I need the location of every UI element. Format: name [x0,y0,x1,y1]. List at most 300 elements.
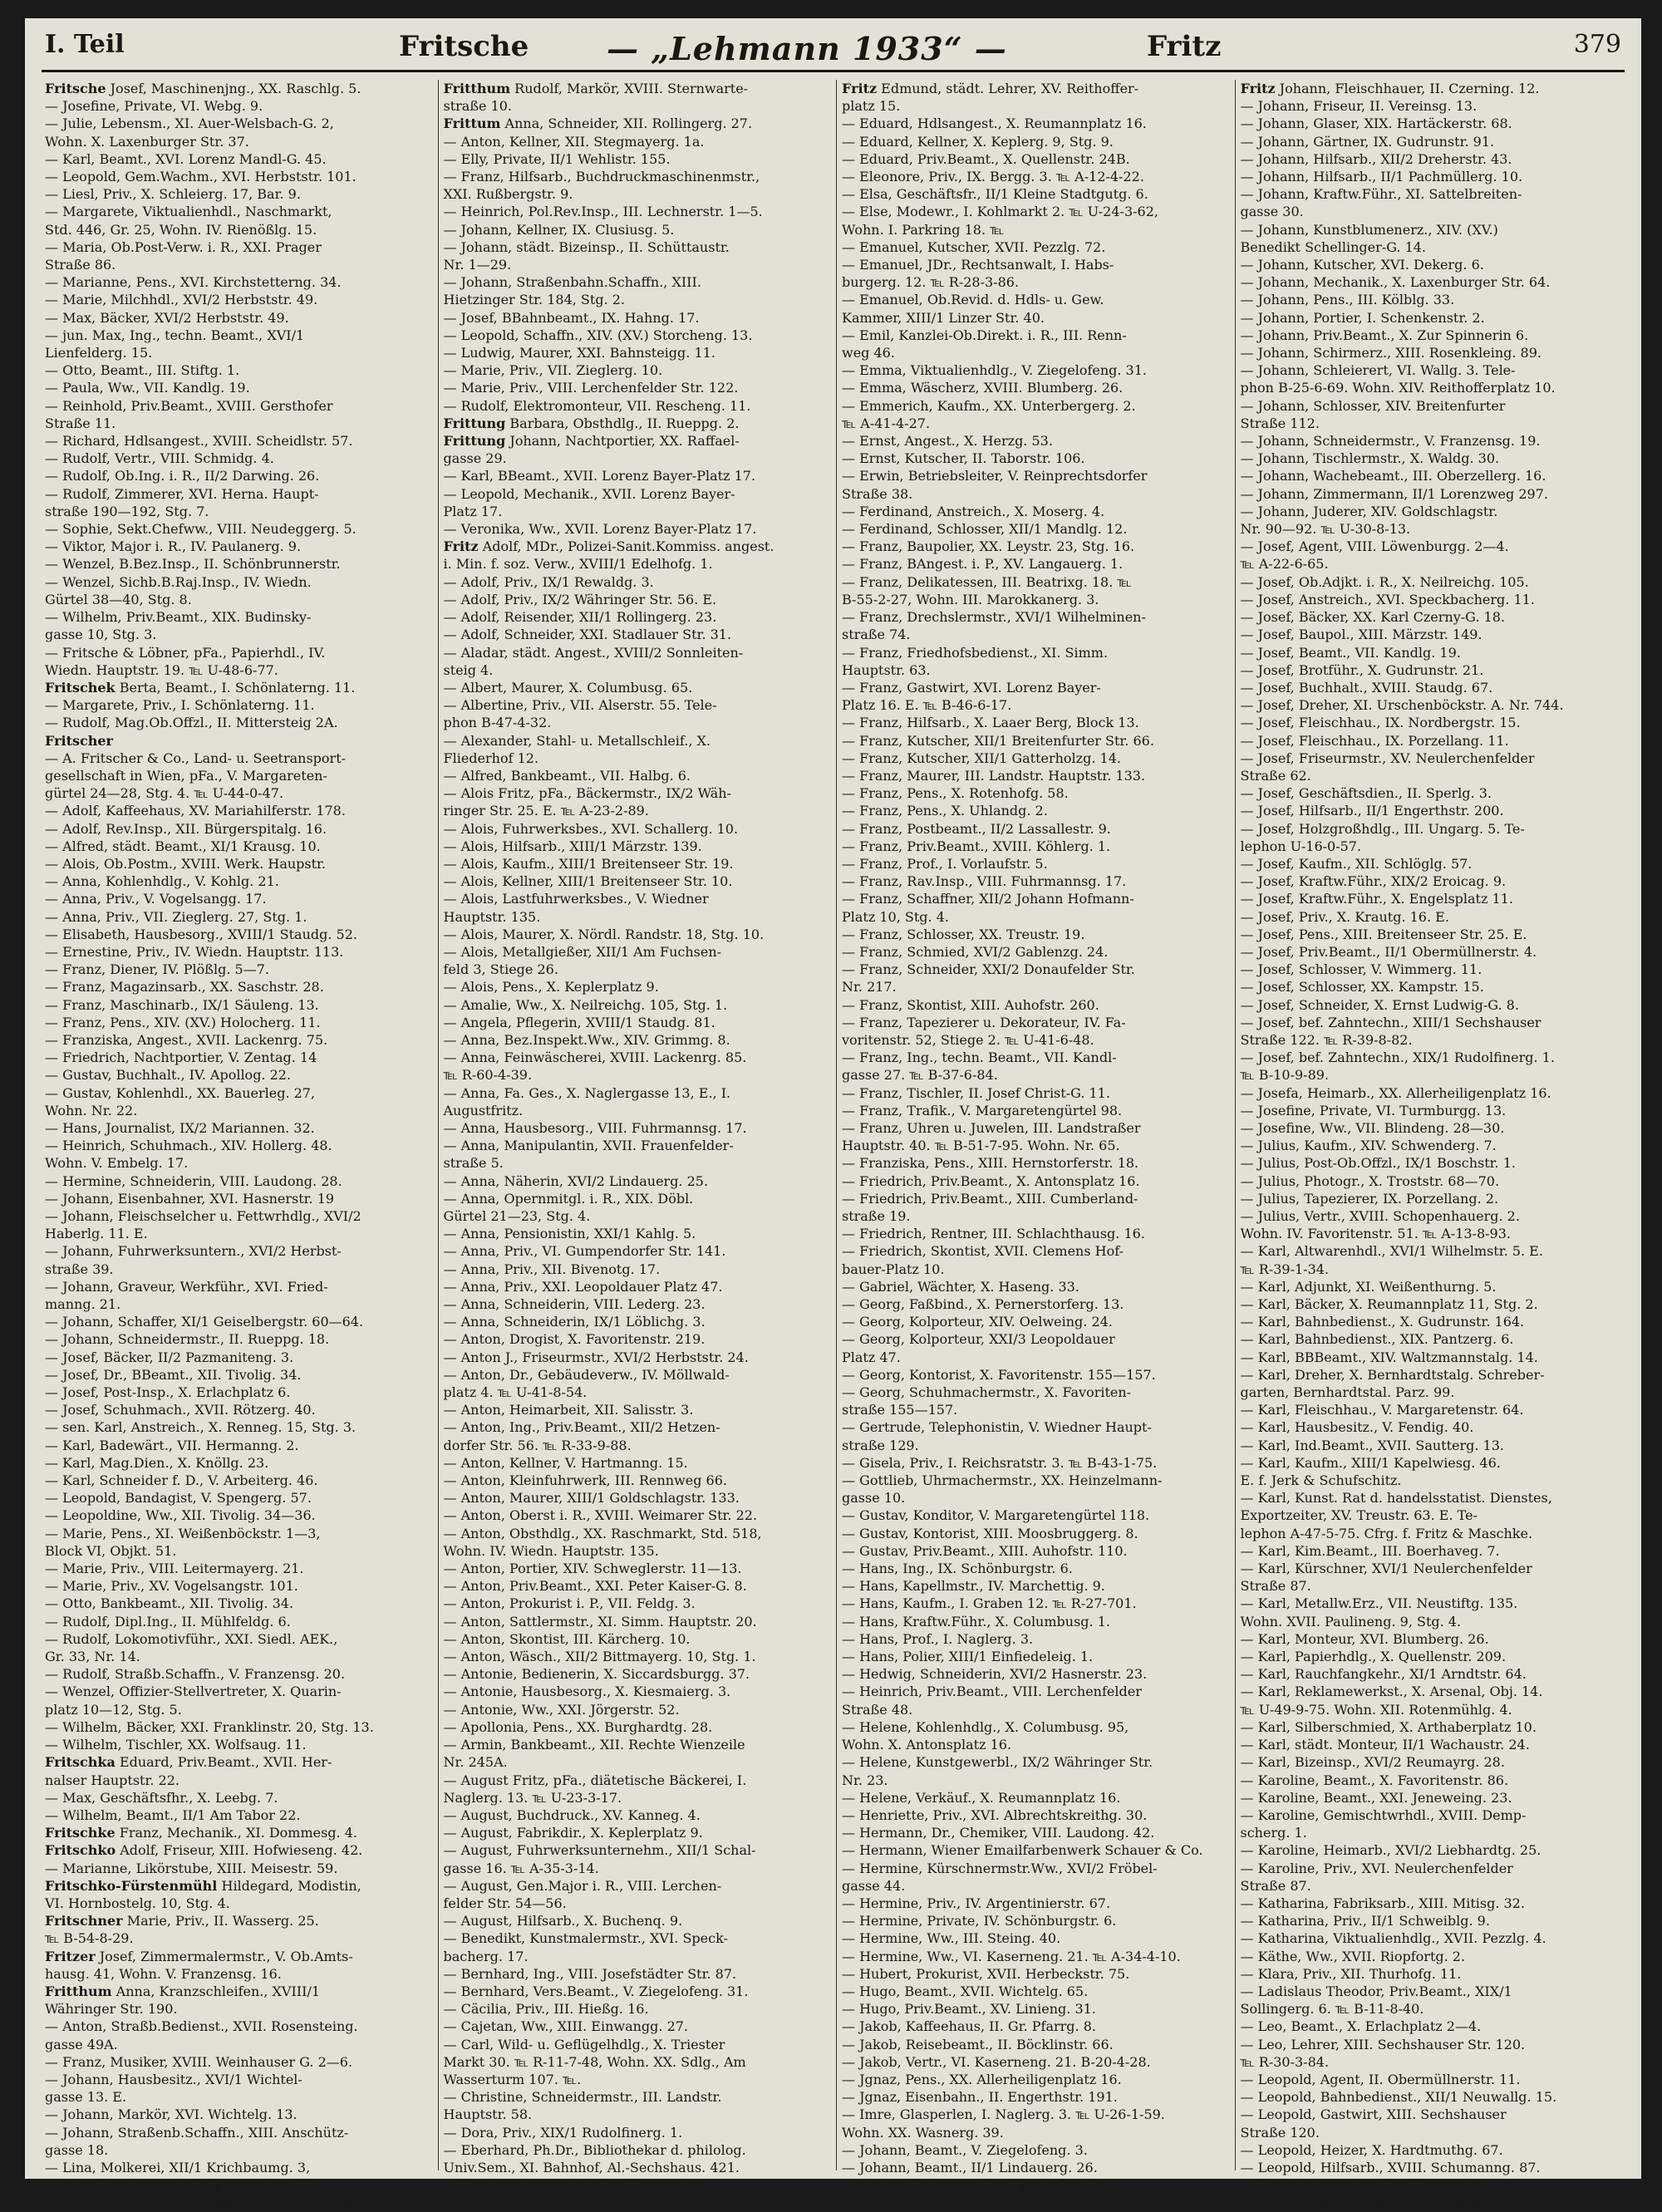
directory-entry [1241,1261,1629,1278]
directory-entry [444,133,832,150]
entry-text: Platz 10, Stg. 4. [842,908,949,925]
directory-entry [842,1718,1230,1736]
entry-text: — Georg, Schuhmachermstr., X. Favoriten- [842,1384,1132,1401]
entry-text: — Johann, Wachebeamt., III. Oberzellerg. 16. [1240,468,1546,484]
entry-text: — Eduard, Priv.Beamt., X. Quellenstr. 24B. [842,150,1130,167]
directory-entry [1241,1983,1629,2000]
entry-text: — Johann, Schaffer, XI/1 Geiselbergstr. 60—64. [45,1314,364,1330]
directory-entry [1241,890,1629,907]
entry-text: — Hans, Ing., IX. Schönburgstr. 6. [842,1561,1073,1577]
directory-entry [444,2053,832,2071]
entry-text: Straße 62. [1240,767,1311,784]
directory-entry [1241,1384,1629,1401]
entry-text: Berta, Beamt., I. Schönlaterng. 11. [119,679,356,696]
directory-entry [45,1154,433,1172]
directory-entry [1241,784,1629,802]
entry-text: — Gustav, Konditor, V. Margaretengürtel 118. [842,1507,1150,1524]
directory-entry [1241,855,1629,873]
directory-entry [842,908,1230,926]
entry-text: — Albert, Maurer, X. Columbusg. 65. [443,679,693,696]
entry-text: — Josefine, Ww., VII. Blindeng. 28—30. [1240,1119,1505,1136]
directory-entry [45,1313,433,1330]
entry-text: Eduard, Priv.Beamt., XVII. Her- [119,1754,332,1771]
entry-text: — Eleonore, Priv., IX. Bergg. 3. ℡ A-12-4-22. [842,169,1144,185]
directory-entry [1241,2124,1629,2141]
entry-text: — Katharina, Priv., II/1 Schweiblg. 9. [1240,1913,1490,1929]
entry-text: garten, Bernhardtstal. Parz. 99. [1240,1384,1455,1401]
entry-text: — Franziska, Angest., XVII. Lackenrg. 75. [45,1031,328,1048]
directory-entry [1241,1789,1629,1806]
directory-entry [444,1031,832,1049]
entry-text: — Johann, Friseur, II. Vereinsg. 13. [1240,98,1478,115]
directory-entry [45,415,433,432]
directory-entry [842,873,1230,890]
directory-entry [1241,1084,1629,1102]
directory-entry [1241,238,1629,256]
directory-entry [444,714,832,731]
entry-text: — Leopoldine, Ww., XII. Tivolig. 34—36. [45,1507,316,1524]
entry-text: — Antonie, Bedienerin, X. Siccardsburgg. 37. [443,1666,750,1683]
directory-entry [444,432,832,450]
entry-text: phon B-25-6-69. Wohn. XIV. Reithofferplatz 10. [1240,380,1556,396]
entry-text: — Johann, Portier, I. Schenkenstr. 2. [1240,309,1485,326]
directory-entry [444,344,832,361]
entry-text: — Josef, Hilfsarb., II/1 Engerthstr. 200. [1240,803,1504,819]
entry-text: — Ludwig, Maurer, XXI. Bahnsteigg. 11. [443,345,715,361]
entry-text: — Karl, Badewärt., VII. Hermanng. 2. [45,1437,299,1453]
entry-text: — Karl, Dreher, X. Bernhardtstalg. Schreber- [1240,1366,1545,1383]
directory-entry [45,361,433,379]
directory-entry [45,661,433,679]
entry-text: — Johann, Eisenbahner, XVI. Hasnerstr. 19 [45,1190,335,1207]
entry-text: — Emma, Wäscherz, XVIII. Blumberg. 26. [842,380,1124,396]
entry-text: straße 19. [842,1208,911,1224]
entry-text: — Johann, Kellner, IX. Clusiusg. 5. [443,221,675,238]
entry-text: ℡ R-39-1-34. [1240,1261,1330,1277]
directory-entry [444,855,832,873]
directory-entry [842,273,1230,291]
entry-text: — Amalie, Ww., X. Neilreichg. 105, Stg. 1. [443,996,728,1013]
entry-text: ℡ R-60-4-39. [443,1067,533,1084]
directory-entry [1241,2141,1629,2159]
directory-entry [444,1507,832,1524]
directory-entry [1241,908,1629,926]
directory-entry [1241,802,1629,819]
directory-entry [444,1965,832,1983]
entry-text: — Julius, Photogr., X. Troststr. 68—70. [1240,1172,1500,1189]
entry-text: — Karl, Metallw.Erz., VII. Neustiftg. 135. [1240,1595,1518,1612]
entry-text: ℡ R-36-1-54, Wohn. XVI/1 Wichtelg. 13. [45,2177,315,2194]
column-3 [836,80,1230,2194]
directory-entry [842,2106,1230,2123]
directory-entry [444,1912,832,1929]
directory-entry [444,1172,832,1190]
directory-entry [45,2194,433,2211]
entry-text: straße 5. [443,1155,504,1172]
directory-entry [45,1084,433,1102]
directory-entry [444,1736,832,1753]
entry-text: — Johann, Zimmermann, II/1 Lorenzweg 297. [1240,485,1548,502]
directory-entry [1241,1014,1629,1031]
directory-entry [842,1278,1230,1295]
entry-text: Straße 11. [45,415,116,431]
directory-entry [842,1895,1230,1912]
entry-text: — Else, Modewr., I. Kohlmarkt 2. ℡ U-24-3-62, [842,204,1158,220]
directory-entry [1241,1437,1629,1454]
entry-text: B-55-2-27, Wohn. III. Marokkanerg. 3. [842,591,1099,607]
directory-entry [842,1172,1230,1190]
entry-text: — Hans, Kapellmstr., IV. Marchettig. 9. [842,1578,1105,1595]
directory-entry [45,1207,433,1225]
directory-entry [842,1066,1230,1084]
directory-entry [1241,379,1629,396]
directory-entry [842,2000,1230,2018]
entry-text: Std. 446, Gr. 25, Wohn. IV. Rienößlg. 15. [45,221,317,238]
entry-text: — Johann, Beamt., V. Ziegelofeng. 3. [842,2141,1088,2158]
entry-text: — Rudolf, Ob.Ing. i. R., II/2 Darwing. 26. [45,468,320,484]
entry-text: — Karoline, Priv., XVI. Neulerchenfelder [1240,1860,1513,1876]
entry-text: Straße 86. [45,257,116,273]
entry-text: — Heinrich, Pol.Rev.Insp., III. Lechnerstr. 1—5. [443,204,763,220]
entry-text: — Franz, BAngest. i. P., XV. Langauerg. 1. [842,556,1124,573]
directory-entry [45,309,433,327]
directory-entry [444,750,832,767]
directory-entry [45,2036,433,2053]
directory-entry [1241,467,1629,484]
entry-text: — Karl, Kürschner, XVI/1 Neulerchenfelder [1240,1561,1532,1577]
directory-entry [842,1683,1230,1700]
directory-entry [444,626,832,643]
entry-text: hausg. 41, Wohn. V. Franzensg. 16. [45,1965,282,1982]
directory-entry [1241,1948,1629,1965]
directory-entry [842,1454,1230,1472]
entry-text: — Max, Geschäftsfhr., X. Leebg. 7. [45,1789,278,1806]
directory-entry [842,115,1230,132]
directory-entry [842,2053,1230,2071]
directory-entry [444,1066,832,1084]
entry-text: Platz 17. [443,503,503,519]
directory-entry [1241,661,1629,679]
entry-text: — Franz, Diener, IV. Plößlg. 5—7. [45,961,269,978]
directory-entry [45,2124,433,2141]
directory-entry [45,2159,433,2176]
entry-text: — Elly, Private, II/1 Wehlistr. 155. [443,150,671,167]
directory-entry [45,327,433,344]
directory-entry [842,150,1230,168]
directory-page [25,18,1641,2211]
directory-entry [444,467,832,484]
directory-entry [45,1366,433,1384]
entry-text: dorfer Str. 56. ℡ R-33-9-88. [443,1437,632,1453]
directory-entry [45,203,433,220]
entry-text: — Anna, Priv., VII. Zieglerg. 27, Stg. 1. [45,908,307,925]
directory-entry [1241,696,1629,714]
entry-text: — Anna, Fa. Ges., X. Naglergasse 13, E., I. [443,1084,731,1101]
directory-entry [444,996,832,1014]
entry-text: — Anton, Kleinfuhrwerk, III. Rennweg 66. [443,1472,727,1489]
directory-entry [842,2141,1230,2159]
entry-text: — Otto, Beamt., III. Stiftg. 1. [45,362,240,379]
entry-text: — Adolf, Kaffeehaus, XV. Mariahilferstr. 178. [45,803,346,819]
entry-text: — Johann, Schneidermstr., II. Rueppg. 18. [45,1331,330,1348]
entry-surname: Fritz [842,81,878,96]
entry-text: — Ladislaus Theodor, Priv.Beamt., XIX/1 [1240,1983,1512,1999]
entry-text: Adolf, MDr., Polizei-Sanit.Kommiss. angest. [482,538,774,555]
entry-text: — Wenzel, Offizier-Stellvertreter, X. Quarin- [45,1684,342,1700]
entry-text: — Marie, Priv., VIII. Leitermayerg. 21. [45,1561,304,1577]
directory-entry [842,1753,1230,1771]
entry-text: — Gertrude, Telephonistin, V. Wiedner Haupt- [842,1419,1152,1436]
entry-text: — Hermine, Schneiderin, VIII. Laudong. 28. [45,1172,342,1189]
entry-text: — Karl, Altwarenhdl., XVI/1 Wilhelmstr. 5. E. [1240,1243,1543,1260]
directory-entry [842,185,1230,203]
entry-text: — Emmerich, Kaufm., XX. Unterbergerg. 2. [842,397,1136,414]
entry-text: ℡ U-49-9-75. Wohn. XII. Rotenmühlg. 4. [1240,1701,1512,1718]
entry-text: Johann, Nachtportier, XX. Raffael- [509,433,740,450]
directory-entry [444,838,832,855]
directory-entry [45,732,433,750]
directory-entry [1241,1630,1629,1648]
directory-entry [444,1895,832,1912]
entry-text: — Adolf, Priv., IX/1 Rewaldg. 3. [443,573,654,590]
directory-entry [45,1137,433,1154]
directory-entry [444,1595,832,1612]
entry-text: — Leopold, Hilfsarb., XVIII. Schumanng. 87. [1240,2159,1541,2175]
entry-text: — A. Fritscher & Co., Land- u. Seetransport- [45,750,347,766]
directory-columns [45,80,1628,2211]
entry-text: — Karl, Kaufm., XIII/1 Kapelwiesg. 46. [1240,1454,1501,1471]
directory-entry [1241,996,1629,1014]
directory-entry [45,1454,433,1472]
header-part: I. Teil [45,30,125,59]
directory-entry [1241,1295,1629,1313]
entry-text: — Anton, Obsthdlg., XX. Raschmarkt, Std. 518, [443,1525,762,1541]
entry-text: — Josef, bef. Zahntechn., XIII/1 Sechshauser [1240,1014,1542,1030]
entry-text: — Karoline, Gemischtwrhdl., XVIII. Demp- [1240,1806,1527,1823]
directory-entry [1241,1031,1629,1049]
entry-text: platz 10—12, Stg. 5. [45,1701,182,1718]
directory-entry [444,80,832,97]
entry-text: Josef, Maschinenjng., XX. Raschlg. 5. [110,81,361,96]
entry-text: — Josefine, Private, VI. Turmburgg. 13. [1240,1102,1507,1118]
directory-entry [842,1102,1230,1119]
directory-entry [842,1613,1230,1630]
directory-entry [1241,1472,1629,1489]
directory-entry [444,1366,832,1384]
directory-entry [444,961,832,978]
directory-entry [1241,291,1629,308]
entry-text: straße 10. [443,98,513,115]
entry-text: — Wilhelm, Beamt., II/1 Am Tabor 22. [45,1806,301,1823]
directory-entry [842,2124,1230,2141]
entry-text: steig 4. [443,661,494,678]
directory-entry [1241,1154,1629,1172]
directory-entry [444,1472,832,1489]
directory-entry [45,185,433,203]
directory-entry [45,978,433,995]
directory-entry [1241,732,1629,750]
directory-entry [45,1965,433,1983]
entry-text: bacherg. 17. [443,1948,529,1964]
directory-entry [45,961,433,978]
directory-entry [1241,309,1629,327]
directory-entry [45,1172,433,1190]
directory-entry [45,943,433,961]
entry-text: — Karoline, Beamt., X. Favoritenstr. 86. [1240,1772,1509,1788]
entry-text: — Hugo, Priv.Beamt., XV. Linieng. 31. [842,2001,1096,2018]
directory-entry [842,1049,1230,1066]
directory-entry [45,2018,433,2035]
entry-text: — Emanuel, Ob.Revid. d. Hdls- u. Gew. [842,292,1104,308]
entry-text: — Alois, Lastfuhrwerksbes., V. Wiedner [443,891,709,907]
entry-text: — Johann, Schleierert, VI. Wallg. 3. Tele- [1240,362,1516,379]
directory-entry [842,97,1230,115]
directory-entry [45,2071,433,2088]
entry-text: — Franz, Skontist, XIII. Auhofstr. 260. [842,996,1099,1013]
entry-text: — Anna, Priv., XII. Bivenotg. 17. [443,1261,661,1277]
directory-entry [444,503,832,520]
directory-entry [45,1542,433,1560]
entry-text: — Georg, Kolporteur, XIV. Oelweing. 24. [842,1314,1113,1330]
entry-text: — Anna, Bez.Inspekt.Ww., XIV. Grimmg. 8. [443,1031,730,1048]
directory-entry [842,327,1230,344]
entry-text: — Karl, Fleischhau., V. Margaretenstr. 64. [1240,1402,1524,1418]
entry-text: — Heinrich, Priv.Beamt., VIII. Lerchenfelder [842,1684,1142,1700]
directory-entry [444,1137,832,1154]
directory-entry [444,1789,832,1806]
entry-text: — Karl, Kunst. Rat d. handelsstatist. Dienstes, [1240,1490,1552,1507]
directory-entry [45,873,433,890]
entry-text: — Josef, Schlosser, XX. Kampstr. 15. [1240,979,1484,995]
directory-entry [444,1824,832,1841]
directory-entry [842,1349,1230,1366]
entry-text: — Marianne, Likörstube, XIII. Meisestr. 59. [45,1860,338,1876]
entry-text: — Anton, Portier, XIV. Schweglerstr. 11—13. [443,1561,742,1577]
directory-entry [444,1648,832,1665]
directory-entry [842,1472,1230,1489]
entry-text: — Alois, Hilfsarb., XIII/1 Märzstr. 139. [443,838,702,854]
directory-entry [444,1242,832,1260]
entry-text: — Franz, Pens., X. Rotenhofg. 58. [842,785,1069,802]
directory-entry [842,221,1230,238]
entry-text: — Franz, Tapezierer u. Dekorateur, IV. Fa- [842,1014,1126,1030]
directory-entry [444,1718,832,1736]
entry-text: ℡ B-10-9-89. [1240,1067,1330,1084]
directory-entry [444,291,832,308]
entry-text: Gürtel 21—23, Stg. 4. [443,1208,591,1224]
entry-text: — Josef, Fleischhau., IX. Porzellang. 11. [1240,732,1509,749]
entry-text: — Karl, Bizeinsp., XVI/2 Reumayrg. 28. [1240,1754,1505,1771]
entry-text: bauer-Platz 10. [842,1261,945,1277]
directory-entry [842,2018,1230,2035]
directory-entry [842,838,1230,855]
directory-entry [1241,1965,1629,1983]
directory-entry [842,1525,1230,1542]
directory-entry [45,2000,433,2018]
entry-text: — jun. Max, Ing., techn. Beamt., XVI/1 [45,327,305,343]
directory-entry [444,1683,832,1700]
directory-entry [842,503,1230,520]
entry-text: — Franz, Hilfsarb., X. Laaer Berg, Block 13. [842,715,1139,731]
entry-text: Wasserturm 107. ℡. [443,2071,582,2087]
entry-text: Sollingerg. 6. ℡ B-11-8-40. [1240,2001,1424,2018]
directory-entry [45,1665,433,1683]
directory-entry [444,1119,832,1137]
entry-text: — Johann, Gärtner, IX. Gudrunstr. 91. [1240,133,1495,150]
directory-entry [444,1190,832,1207]
entry-text: Platz 16. E. ℡ B-46-6-17. [842,697,1012,714]
entry-text: — Klara, Priv., XII. Thurhofg. 11. [1240,1965,1462,1982]
entry-text: Wohn. XVII. Paulineng. 9, Stg. 4. [1240,1613,1462,1630]
entry-text: — Alfred, städt. Beamt., XI/1 Krausg. 10. [45,838,321,854]
entry-text: Straße 87. [1240,1578,1311,1595]
entry-text: Kammer, XIII/1 Linzer Str. 40. [842,309,1045,326]
directory-entry [1241,2071,1629,2088]
entry-text: Edmund, städt. Lehrer, XV. Reithoffer- [881,81,1139,96]
directory-entry [842,943,1230,961]
entry-text: — Käthe, Ww., XVII. Riopfortg. 2. [1240,1948,1466,1964]
entry-text: straße 129. [842,1437,919,1453]
column-1 [45,80,433,2211]
directory-entry [444,890,832,907]
directory-entry [444,820,832,838]
entry-text: — Leopold, Pens., XIX. Gunoldstr. 14. [1240,2195,1492,2211]
entry-text: — Cäcilia, Priv., III. Hießg. 16. [443,2001,649,2018]
directory-entry [1241,1648,1629,1665]
directory-entry [842,1983,1230,2000]
entry-text: — Armin, Bankbeamt., XII. Rechte Wienzeile [443,1737,745,1753]
directory-entry [45,256,433,273]
entry-text: — Josef, Priv.Beamt., II/1 Obermüllnerstr. 4. [1240,943,1537,960]
directory-entry [842,450,1230,467]
directory-entry [1241,679,1629,696]
entry-text: Straße 38. [842,485,913,502]
entry-text: — Georg, Kolporteur, XXI/3 Leopoldauer [842,1331,1115,1348]
directory-entry [842,168,1230,185]
entry-text: — Imre, Glasperlen, I. Naglerg. 3. ℡ U-26-1-59. [842,2106,1165,2123]
entry-text: — Anton, Dr., Gebäudeverw., IV. Möllwald- [443,1366,730,1383]
directory-entry [45,1295,433,1313]
directory-entry [842,2159,1230,2176]
entry-text: — Leopold, Gem.Wachm., XVI. Herbststr. 101. [45,169,356,185]
entry-text: — Josef, Baupol., XIII. Märzstr. 149. [1240,627,1483,643]
directory-entry [1241,1137,1629,1154]
directory-entry [1241,1577,1629,1595]
entry-text: — Franz, Ing., techn. Beamt., VII. Kandl- [842,1049,1117,1066]
entry-text: — Franz, Pens., X. Uhlandg. 2. [842,803,1048,819]
entry-text: — Anton, Heimarbeit, XII. Salisstr. 3. [443,1402,694,1418]
directory-entry [842,1225,1230,1242]
directory-entry [842,978,1230,995]
entry-text: feld 3, Stiege 26. [443,961,558,978]
entry-text: — Eberhard, Ph.Dr., Bibliothekar d. philolog. [443,2141,746,2158]
directory-entry [1241,2053,1629,2071]
directory-entry [444,943,832,961]
directory-entry [45,1066,433,1084]
entry-text: — Karl, Schneider f. D., V. Arbeiterg. 46. [45,1472,318,1489]
entry-text: — Helene, Kohlenhdlg., X. Columbusg. 95, [842,1718,1129,1735]
entry-text: — Dora, Priv., XIX/1 Rudolfinerg. 1. [443,2124,683,2141]
entry-text: Markt 30. ℡ R-11-7-48, Wohn. XX. Sdlg., Am [443,2053,746,2070]
entry-text: — Anton, Wäsch., XII/2 Bittmayerg. 10, Stg. 1. [443,1649,756,1665]
entry-text: — Eduard, Hdlsangest., X. Reumannplatz 16. [842,116,1147,132]
entry-text: straße 190—192, Stg. 7. [45,503,209,519]
directory-entry [45,1895,433,1912]
directory-entry [45,750,433,767]
directory-entry [45,1049,433,1066]
entry-text: ringer Str. 25. E. ℡ A-23-2-89. [443,803,649,819]
entry-text: Josef, Zimmermalermstr., V. Ob.Amts- [99,1948,353,1964]
